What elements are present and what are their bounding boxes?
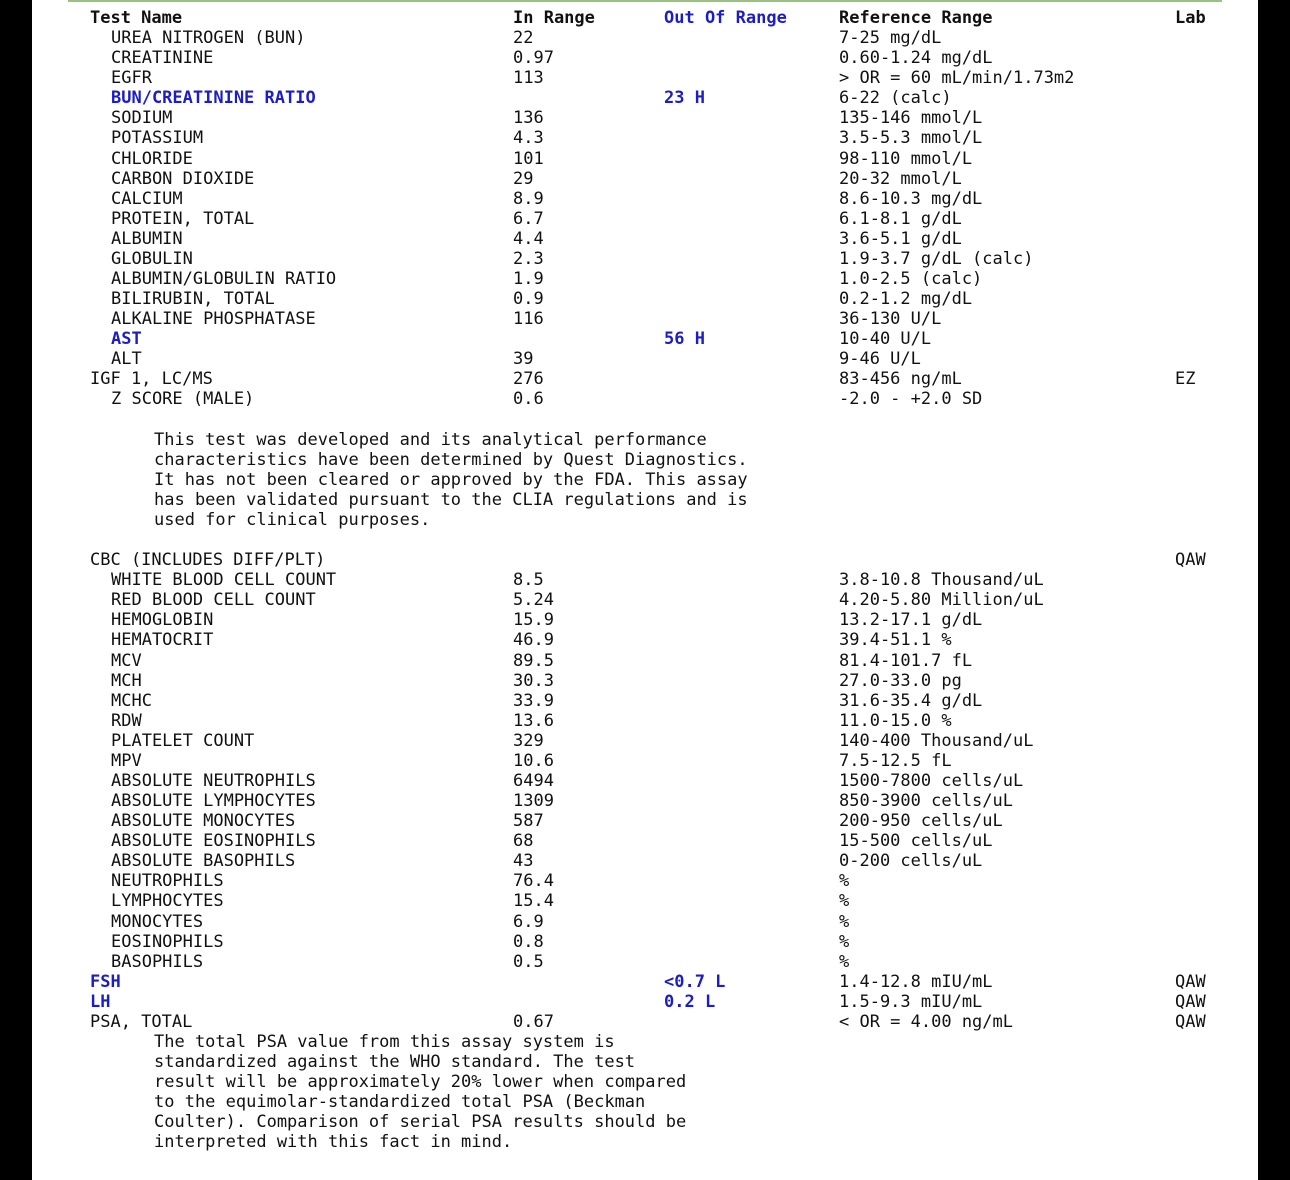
result-row — [32, 691, 1258, 711]
result-row — [32, 851, 1258, 871]
note-text: characteristics have been determined by Quest Diagnostics. — [154, 449, 748, 470]
reference-range: % — [839, 891, 850, 912]
reference-range: 83-456 ng/mL — [839, 369, 962, 390]
test-name: EOSINOPHILS — [111, 931, 224, 952]
in-range-value: 1.9 — [513, 269, 544, 290]
reference-range: 1.5-9.3 mIU/mL — [839, 991, 983, 1012]
note-line — [32, 430, 1258, 450]
header-reference-range: Reference Range — [839, 8, 993, 28]
test-name: FSH — [90, 971, 121, 992]
reference-range: -2.0 - +2.0 SD — [839, 389, 983, 410]
result-row — [32, 309, 1258, 329]
result-row — [32, 831, 1258, 851]
out-of-range-value: <0.7 L — [664, 971, 726, 992]
note-line — [32, 1092, 1258, 1112]
in-range-value: 33.9 — [513, 690, 554, 711]
header-in-range: In Range — [513, 8, 595, 28]
note-line — [32, 1132, 1258, 1152]
in-range-value: 76.4 — [513, 871, 554, 892]
in-range-value: 116 — [513, 309, 544, 330]
result-row — [32, 329, 1258, 349]
test-name: HEMOGLOBIN — [111, 610, 214, 631]
in-range-value: 30.3 — [513, 670, 554, 691]
in-range-value: 101 — [513, 148, 544, 169]
in-range-value: 8.9 — [513, 188, 544, 209]
note-text: standardized against the WHO standard. The test — [154, 1052, 636, 1073]
test-name: ABSOLUTE BASOPHILS — [111, 851, 296, 872]
test-name: Z SCORE (MALE) — [111, 389, 255, 410]
lab-code: EZ — [1175, 369, 1196, 390]
test-name: CALCIUM — [111, 188, 183, 209]
test-name: BUN/CREATININE RATIO — [111, 88, 316, 109]
reference-range: 0-200 cells/uL — [839, 851, 983, 872]
out-of-range-value: 23 H — [664, 88, 705, 109]
in-range-value: 6.9 — [513, 911, 544, 932]
report-page — [32, 0, 1258, 1180]
note-text: interpreted with this fact in mind. — [154, 1132, 513, 1153]
test-name: PSA, TOTAL — [90, 1011, 193, 1032]
test-name: GLOBULIN — [111, 248, 193, 269]
in-range-value: 587 — [513, 811, 544, 832]
result-row — [32, 711, 1258, 731]
note-text: This test was developed and its analytical performance — [154, 429, 707, 450]
result-row — [32, 630, 1258, 650]
note-line — [32, 510, 1258, 530]
reference-range: 4.20-5.80 Million/uL — [839, 590, 1044, 611]
reference-range: % — [839, 871, 850, 892]
reference-range: 11.0-15.0 % — [839, 710, 952, 731]
result-rows — [32, 28, 1258, 1152]
reference-range: 200-950 cells/uL — [839, 811, 1003, 832]
test-name: CARBON DIOXIDE — [111, 168, 255, 189]
header-test-name: Test Name — [90, 8, 183, 28]
test-name: NEUTROPHILS — [111, 871, 224, 892]
reference-range: 20-32 mmol/L — [839, 168, 962, 189]
in-range-value: 29 — [513, 168, 534, 189]
test-name: ALT — [111, 349, 142, 370]
in-range-value: 13.6 — [513, 710, 554, 731]
in-range-value: 89.5 — [513, 650, 554, 671]
test-name: SODIUM — [111, 108, 173, 129]
test-name: PROTEIN, TOTAL — [111, 208, 255, 229]
note-text: used for clinical purposes. — [154, 509, 431, 530]
reference-range: 7-25 mg/dL — [839, 28, 942, 49]
reference-range: 0.60-1.24 mg/dL — [839, 48, 993, 69]
test-name: MCHC — [111, 690, 152, 711]
test-name: ALKALINE PHOSPHATASE — [111, 309, 316, 330]
result-row — [32, 189, 1258, 209]
in-range-value: 6494 — [513, 770, 554, 791]
note-line — [32, 1072, 1258, 1092]
test-name: MPV — [111, 750, 142, 771]
reference-range: 6-22 (calc) — [839, 88, 952, 109]
test-name: BASOPHILS — [111, 951, 204, 972]
reference-range: 10-40 U/L — [839, 329, 932, 350]
in-range-value: 15.9 — [513, 610, 554, 631]
note-line — [32, 1112, 1258, 1132]
result-row — [32, 369, 1258, 389]
in-range-value: 276 — [513, 369, 544, 390]
result-row — [32, 891, 1258, 911]
reference-range: % — [839, 931, 850, 952]
result-row — [32, 550, 1258, 570]
test-name: MONOCYTES — [111, 911, 204, 932]
lab-code: QAW — [1175, 971, 1206, 992]
in-range-value: 0.67 — [513, 1011, 554, 1032]
note-text: has been validated pursuant to the CLIA regulations and is — [154, 489, 748, 510]
in-range-value: 0.6 — [513, 389, 544, 410]
test-name: RDW — [111, 710, 142, 731]
in-range-value: 43 — [513, 851, 534, 872]
test-name: ABSOLUTE MONOCYTES — [111, 811, 296, 832]
in-range-value: 113 — [513, 68, 544, 89]
in-range-value: 5.24 — [513, 590, 554, 611]
result-row — [32, 249, 1258, 269]
result-row — [32, 128, 1258, 148]
reference-range: 15-500 cells/uL — [839, 831, 993, 852]
reference-range: 6.1-8.1 g/dL — [839, 208, 962, 229]
in-range-value: 68 — [513, 831, 534, 852]
reference-range: < OR = 4.00 ng/mL — [839, 1011, 1013, 1032]
result-row — [32, 48, 1258, 68]
test-name: IGF 1, LC/MS — [90, 369, 213, 390]
reference-range: 13.2-17.1 g/dL — [839, 610, 983, 631]
in-range-value: 22 — [513, 28, 534, 49]
result-row — [32, 149, 1258, 169]
header-lab: Lab — [1175, 8, 1206, 28]
result-row — [32, 791, 1258, 811]
test-name: AST — [111, 329, 142, 350]
test-name: WHITE BLOOD CELL COUNT — [111, 570, 337, 591]
result-row — [32, 590, 1258, 610]
result-row — [32, 771, 1258, 791]
test-name: PLATELET COUNT — [111, 730, 255, 751]
reference-range: 1.9-3.7 g/dL (calc) — [839, 248, 1034, 269]
result-row — [32, 68, 1258, 88]
reference-range: 81.4-101.7 fL — [839, 650, 973, 671]
result-row — [32, 389, 1258, 409]
result-row — [32, 169, 1258, 189]
in-range-value: 4.3 — [513, 128, 544, 149]
in-range-value: 15.4 — [513, 891, 554, 912]
note-text: to the equimolar-standardized total PSA (Beckman — [154, 1092, 646, 1113]
in-range-value: 4.4 — [513, 228, 544, 249]
result-row — [32, 671, 1258, 691]
reference-range: 36-130 U/L — [839, 309, 942, 330]
test-name: CHLORIDE — [111, 148, 193, 169]
test-name: ABSOLUTE EOSINOPHILS — [111, 831, 316, 852]
result-row — [32, 1012, 1258, 1032]
test-name: LYMPHOCYTES — [111, 891, 224, 912]
in-range-value: 10.6 — [513, 750, 554, 771]
in-range-value: 6.7 — [513, 208, 544, 229]
result-row — [32, 811, 1258, 831]
test-name: ALBUMIN — [111, 228, 183, 249]
reference-range: % — [839, 911, 850, 932]
in-range-value: 0.5 — [513, 951, 544, 972]
note-text: It has not been cleared or approved by the FDA. This assay — [154, 469, 748, 490]
result-row — [32, 209, 1258, 229]
lab-code: QAW — [1175, 1011, 1206, 1032]
in-range-value: 0.9 — [513, 289, 544, 310]
out-of-range-value: 56 H — [664, 329, 705, 350]
reference-range: 27.0-33.0 pg — [839, 670, 962, 691]
reference-range: 3.6-5.1 g/dL — [839, 228, 962, 249]
result-row — [32, 992, 1258, 1012]
test-name: UREA NITROGEN (BUN) — [111, 28, 306, 49]
result-row — [32, 751, 1258, 771]
in-range-value: 2.3 — [513, 248, 544, 269]
reference-range: 0.2-1.2 mg/dL — [839, 289, 973, 310]
lab-code: QAW — [1175, 550, 1206, 571]
reference-range: 7.5-12.5 fL — [839, 750, 952, 771]
note-line — [32, 470, 1258, 490]
lab-code: QAW — [1175, 991, 1206, 1012]
test-name: MCH — [111, 670, 142, 691]
test-name: MCV — [111, 650, 142, 671]
reference-range: 3.8-10.8 Thousand/uL — [839, 570, 1044, 591]
test-name: CBC (INCLUDES DIFF/PLT) — [90, 550, 326, 571]
column-header-row — [32, 8, 1258, 28]
test-name: BILIRUBIN, TOTAL — [111, 289, 275, 310]
result-row — [32, 88, 1258, 108]
test-name: HEMATOCRIT — [111, 630, 214, 651]
reference-range: 1500-7800 cells/uL — [839, 770, 1024, 791]
note-line — [32, 1032, 1258, 1052]
reference-range: 135-146 mmol/L — [839, 108, 983, 129]
note-text: The total PSA value from this assay system is — [154, 1031, 615, 1052]
in-range-value: 136 — [513, 108, 544, 129]
in-range-value: 329 — [513, 730, 544, 751]
reference-range: > OR = 60 mL/min/1.73m2 — [839, 68, 1075, 89]
in-range-value: 0.8 — [513, 931, 544, 952]
reference-range: 31.6-35.4 g/dL — [839, 690, 983, 711]
result-row — [32, 229, 1258, 249]
result-row — [32, 912, 1258, 932]
in-range-value: 8.5 — [513, 570, 544, 591]
reference-range: 39.4-51.1 % — [839, 630, 952, 651]
result-row — [32, 269, 1258, 289]
test-name: POTASSIUM — [111, 128, 204, 149]
in-range-value: 39 — [513, 349, 534, 370]
lab-results-report — [32, 8, 1258, 1152]
note-line — [32, 490, 1258, 510]
reference-range: 3.5-5.3 mmol/L — [839, 128, 983, 149]
in-range-value: 1309 — [513, 791, 554, 812]
header-out-of-range: Out Of Range — [664, 8, 787, 28]
result-row — [32, 972, 1258, 992]
result-row — [32, 871, 1258, 891]
test-name: CREATININE — [111, 48, 214, 69]
note-line — [32, 450, 1258, 470]
note-text: Coulter). Comparison of serial PSA results should be — [154, 1112, 687, 1133]
out-of-range-value: 0.2 L — [664, 991, 716, 1012]
test-name: LH — [90, 991, 111, 1012]
reference-range: 850-3900 cells/uL — [839, 791, 1013, 812]
result-row — [32, 651, 1258, 671]
test-name: ALBUMIN/GLOBULIN RATIO — [111, 269, 337, 290]
result-row — [32, 952, 1258, 972]
result-row — [32, 108, 1258, 128]
blank-line — [32, 410, 1258, 430]
result-row — [32, 289, 1258, 309]
result-row — [32, 28, 1258, 48]
reference-range: % — [839, 951, 850, 972]
in-range-value: 46.9 — [513, 630, 554, 651]
result-row — [32, 349, 1258, 369]
note-line — [32, 1052, 1258, 1072]
reference-range: 98-110 mmol/L — [839, 148, 973, 169]
top-divider — [68, 0, 1222, 2]
test-name: EGFR — [111, 68, 152, 89]
result-row — [32, 610, 1258, 630]
reference-range: 8.6-10.3 mg/dL — [839, 188, 983, 209]
reference-range: 140-400 Thousand/uL — [839, 730, 1034, 751]
reference-range: 9-46 U/L — [839, 349, 921, 370]
test-name: ABSOLUTE NEUTROPHILS — [111, 770, 316, 791]
in-range-value: 0.97 — [513, 48, 554, 69]
reference-range: 1.4-12.8 mIU/mL — [839, 971, 993, 992]
blank-line — [32, 530, 1258, 550]
result-row — [32, 731, 1258, 751]
reference-range: 1.0-2.5 (calc) — [839, 269, 983, 290]
note-text: result will be approximately 20% lower when compared — [154, 1072, 687, 1093]
result-row — [32, 570, 1258, 590]
test-name: RED BLOOD CELL COUNT — [111, 590, 316, 611]
test-name: ABSOLUTE LYMPHOCYTES — [111, 791, 316, 812]
result-row — [32, 932, 1258, 952]
